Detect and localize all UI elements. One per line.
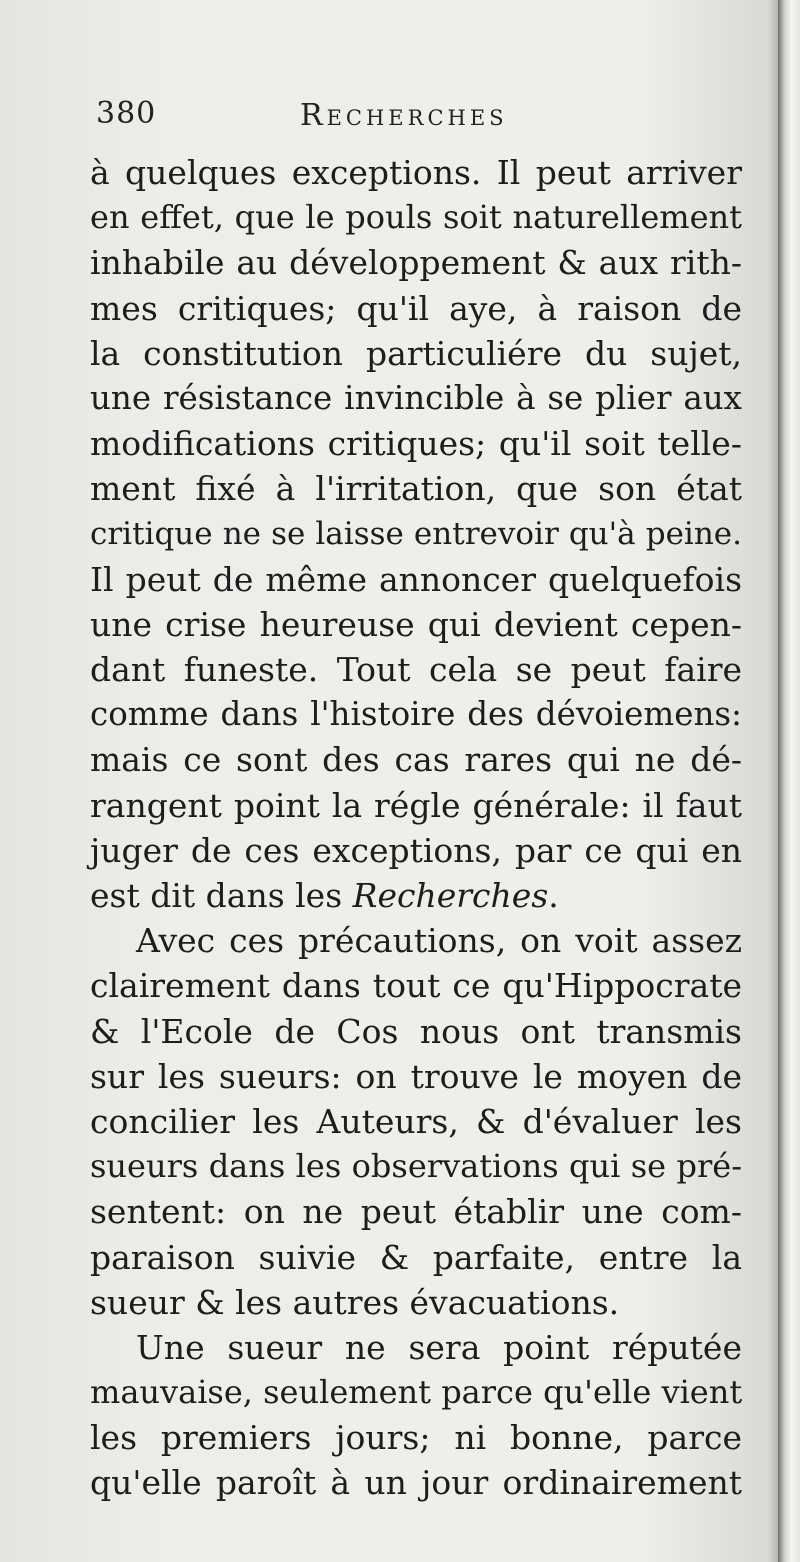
- text-line: sueurs dans les observations qui se pré-: [90, 1147, 742, 1186]
- text-line: inhabile au développement & aux rith-: [90, 243, 742, 283]
- text-line: & l'Ecole de Cos nous ont transmis: [90, 1011, 742, 1051]
- text-line: juger de ces exceptions, par ce qui en: [90, 830, 742, 870]
- text-line: la constitution particuliére du sujet,: [90, 333, 742, 373]
- paragraph-1: [90, 150, 742, 918]
- text-line: en effet, que le pouls soit naturellement: [90, 198, 742, 237]
- text-line: les premiers jours; ni bonne, parce: [90, 1418, 742, 1458]
- text-line: sur les sueurs: on trouve le moyen de: [90, 1056, 742, 1096]
- text-line-last: sueur & les autres évacuations.: [90, 1282, 620, 1322]
- text-line: une résistance invincible à se plier aux: [90, 378, 742, 417]
- italic-title-recherches: Recherches: [352, 876, 549, 915]
- text-line: comme dans l'histoire des dévoiemens:: [90, 695, 742, 734]
- text-line: mauvaise, seulement parce qu'elle vient: [90, 1373, 743, 1412]
- text-line: mes critiques; qu'il aye, à raison de: [90, 288, 742, 328]
- text-line: sentent: on ne peut établir une com-: [90, 1192, 742, 1232]
- text-line: paraison suivie & parfaite, entre la: [90, 1237, 742, 1277]
- text-line: critique ne se laisse entrevoir qu'à peine.: [90, 515, 742, 552]
- page-fore-edge: [778, 0, 800, 1562]
- text-line-end: .: [548, 876, 559, 915]
- text-line: Il peut de même annoncer quelquefois: [90, 559, 742, 599]
- text-line: dant funeste. Tout cela se peut faire: [90, 650, 742, 690]
- running-head: [96, 96, 596, 140]
- text-line: concilier les Auteurs, & d'évaluer les: [90, 1101, 742, 1141]
- text-line: clairement dans tout ce qu'Hippocrate: [90, 966, 742, 1006]
- text-line: mais ce sont des cas rares qui ne dé-: [90, 740, 742, 780]
- text-line: modifications critiques; qu'il soit telle-: [90, 424, 742, 464]
- text-line: Une sueur ne sera point réputée: [136, 1327, 742, 1367]
- text-line-start: est dit dans les: [90, 876, 343, 915]
- text-line: une crise heureuse qui devient cepen-: [90, 604, 742, 644]
- text-line: ment fixé à l'irritation, que son état: [90, 469, 742, 509]
- text-line-last: [90, 873, 742, 918]
- body-text: [90, 150, 742, 1506]
- paragraph-2: [90, 918, 742, 1325]
- running-head-title: Recherches: [300, 98, 508, 133]
- page-number: 380: [96, 96, 157, 131]
- text-line: rangent point la régle générale: il faut: [90, 785, 742, 825]
- text-line: Avec ces précautions, on voit assez: [136, 921, 742, 961]
- paragraph-3: [90, 1325, 742, 1506]
- text-line: à quelques exceptions. Il peut arriver: [90, 153, 742, 192]
- text-line: qu'elle paroît à un jour ordinairement: [90, 1463, 742, 1503]
